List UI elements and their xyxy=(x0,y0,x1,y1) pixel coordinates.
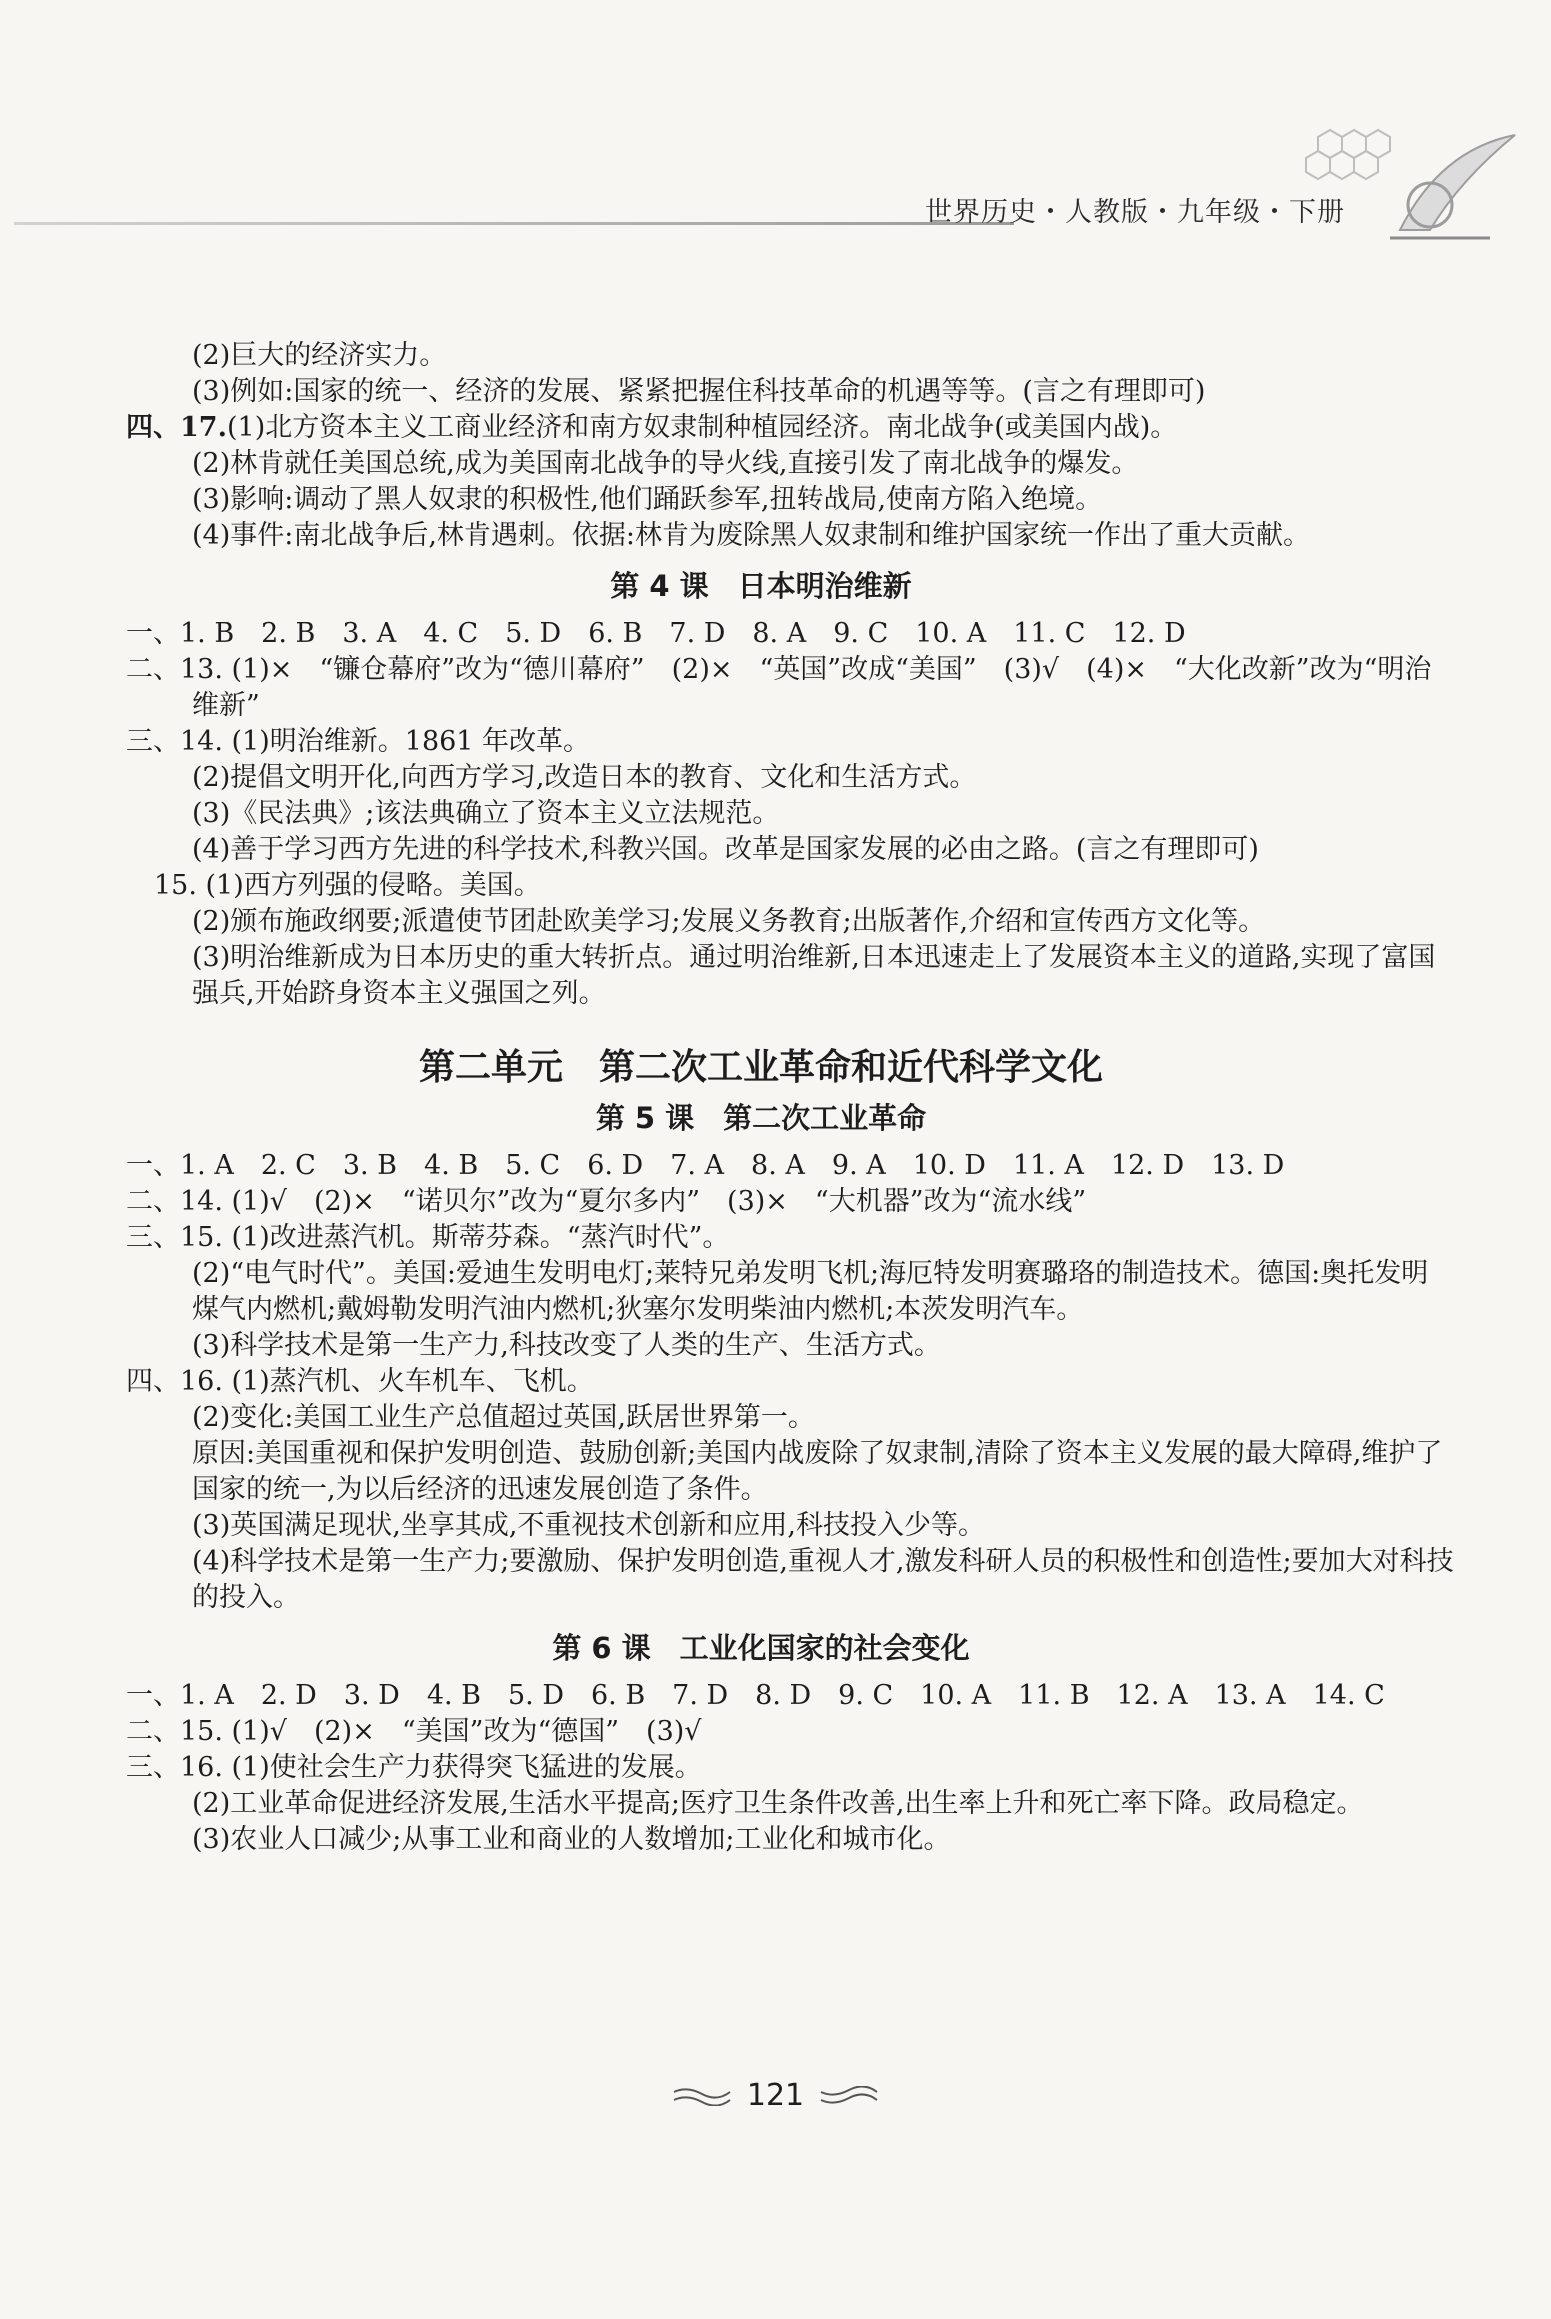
answer-line: 国家的统一,为以后经济的迅速发展创造了条件。 xyxy=(192,1474,768,1505)
answer-line: (2)提倡文明开化,向西方学习,改造日本的教育、文化和生活方式。 xyxy=(192,762,977,793)
answer-line: 一、1. B 2. B 3. A 4. C 5. D 6. B 7. D 8. A 9. C 10. A 11. C 12. D xyxy=(126,618,1186,649)
answer-line: (4)事件:南北战争后,林肯遇刺。依据:林肯为废除黑人奴隶制和维护国家统一作出了重大贡献。 xyxy=(192,520,1311,551)
lesson-title: 第 6 课 工业化国家的社会变化 xyxy=(552,1631,970,1665)
wave-right-icon xyxy=(819,2086,879,2106)
answer-line: 二、15. (1)√ (2)× “美国”改为“德国” (3)√ xyxy=(126,1716,702,1747)
lesson-title: 第 4 课 日本明治维新 xyxy=(610,569,912,603)
answer-line: (4)善于学习西方先进的科学技术,科教兴国。改革是国家发展的必由之路。(言之有理即可) xyxy=(192,834,1259,865)
answer-line: 二、13. (1)× “镰仓幕府”改为“德川幕府” (2)× “英国”改成“美国” (3)√ (4)× “大化改新”改为“明治 xyxy=(126,654,1432,685)
answer-line: 四、16. (1)蒸汽机、火车机车、飞机。 xyxy=(126,1366,594,1397)
page-number: 121 xyxy=(746,2078,805,2113)
answer-line: (2)巨大的经济实力。 xyxy=(192,340,447,371)
answer-line: (2)工业革命促进经济发展,生活水平提高;医疗卫生条件改善,出生率上升和死亡率下降。政局稳定。 xyxy=(192,1788,1364,1819)
answer-line: 15. (1)西方列强的侵略。美国。 xyxy=(154,870,541,901)
answer-line: 强兵,开始跻身资本主义强国之列。 xyxy=(192,978,606,1009)
answer-line: 二、14. (1)√ (2)× “诺贝尔”改为“夏尔多内” (3)× “大机器”改为“流水线” xyxy=(126,1186,1087,1217)
answer-line: (2)变化:美国工业生产总值超过英国,跃居世界第一。 xyxy=(192,1402,815,1433)
answer-line: (3)影响:调动了黑人奴隶的积极性,他们踊跃参军,扭转战局,使南方陷入绝境。 xyxy=(192,484,1103,515)
answer-line: 三、16. (1)使社会生产力获得突飞猛进的发展。 xyxy=(126,1752,702,1783)
answer-line: 一、1. A 2. C 3. B 4. B 5. C 6. D 7. A 8. A 9. A 10. D 11. A 12. D 13. D xyxy=(126,1150,1285,1181)
book-title: 世界历史・人教版・九年级・下册 xyxy=(925,197,1345,228)
answer-line: 三、14. (1)明治维新。1861 年改革。 xyxy=(126,726,591,757)
answer-line: (3)《民法典》;该法典确立了资本主义立法规范。 xyxy=(192,798,780,829)
lesson-title: 第 5 课 第二次工业革命 xyxy=(595,1101,927,1135)
question-number: 四、17. xyxy=(126,412,227,443)
unit-title: 第二单元 第二次工业革命和近代科学文化 xyxy=(418,1047,1103,1088)
answer-line: (4)科学技术是第一生产力;要激励、保护发明创造,重视人才,激发科研人员的积极性和创造性;要加大对科技 xyxy=(192,1546,1454,1577)
hexagon-decoration-icon xyxy=(1290,110,1530,260)
question-17 xyxy=(126,410,1396,446)
answer-line: (3)英国满足现状,坐享其成,不重视技术创新和应用,科技投入少等。 xyxy=(192,1510,985,1541)
answer-line: (3)科学技术是第一生产力,科技改变了人类的生产、生活方式。 xyxy=(192,1330,941,1361)
answer-line: 一、1. A 2. D 3. D 4. B 5. D 6. B 7. D 8. D 9. C 10. A 11. B 12. A 13. A 14. C xyxy=(126,1680,1385,1711)
answer-line: 的投入。 xyxy=(192,1582,300,1613)
wave-left-icon xyxy=(672,2086,732,2106)
answer-line: 煤气内燃机;戴姆勒发明汽油内燃机;狄塞尔发明柴油内燃机;本茨发明汽车。 xyxy=(192,1294,1084,1325)
answer-line: 维新” xyxy=(192,690,260,721)
page-footer xyxy=(0,2078,1551,2113)
header-rule xyxy=(14,222,1014,225)
answer-line: (2)颁布施政纲要;派遣使节团赴欧美学习;发展义务教育;出版著作,介绍和宣传西方文化等。 xyxy=(192,906,1266,937)
answer-content xyxy=(126,338,1454,1858)
answer-line: (3)农业人口减少;从事工业和商业的人数增加;工业化和城市化。 xyxy=(192,1824,951,1855)
answer-line: 原因:美国重视和保护发明创造、鼓励创新;美国内战废除了奴隶制,清除了资本主义发展的最大障碍,维护了 xyxy=(192,1438,1443,1469)
answer-line: (2)“电气时代”。美国:爱迪生发明电灯;莱特兄弟发明飞机;海厄特发明赛璐珞的制造技术。德国:奥托发明 xyxy=(192,1258,1429,1289)
answer-line: (3)例如:国家的统一、经济的发展、紧紧把握住科技革命的机遇等等。(言之有理即可) xyxy=(192,376,1206,407)
answer-line: (1)北方资本主义工商业经济和南方奴隶制种植园经济。南北战争(或美国内战)。 xyxy=(226,412,1178,443)
answer-line: 三、15. (1)改进蒸汽机。斯蒂芬森。“蒸汽时代”。 xyxy=(126,1222,730,1253)
answer-line: (2)林肯就任美国总统,成为美国南北战争的导火线,直接引发了南北战争的爆发。 xyxy=(192,448,1139,479)
answer-line: (3)明治维新成为日本历史的重大转折点。通过明治维新,日本迅速走上了发展资本主义的道路,实现了富国 xyxy=(192,942,1436,973)
